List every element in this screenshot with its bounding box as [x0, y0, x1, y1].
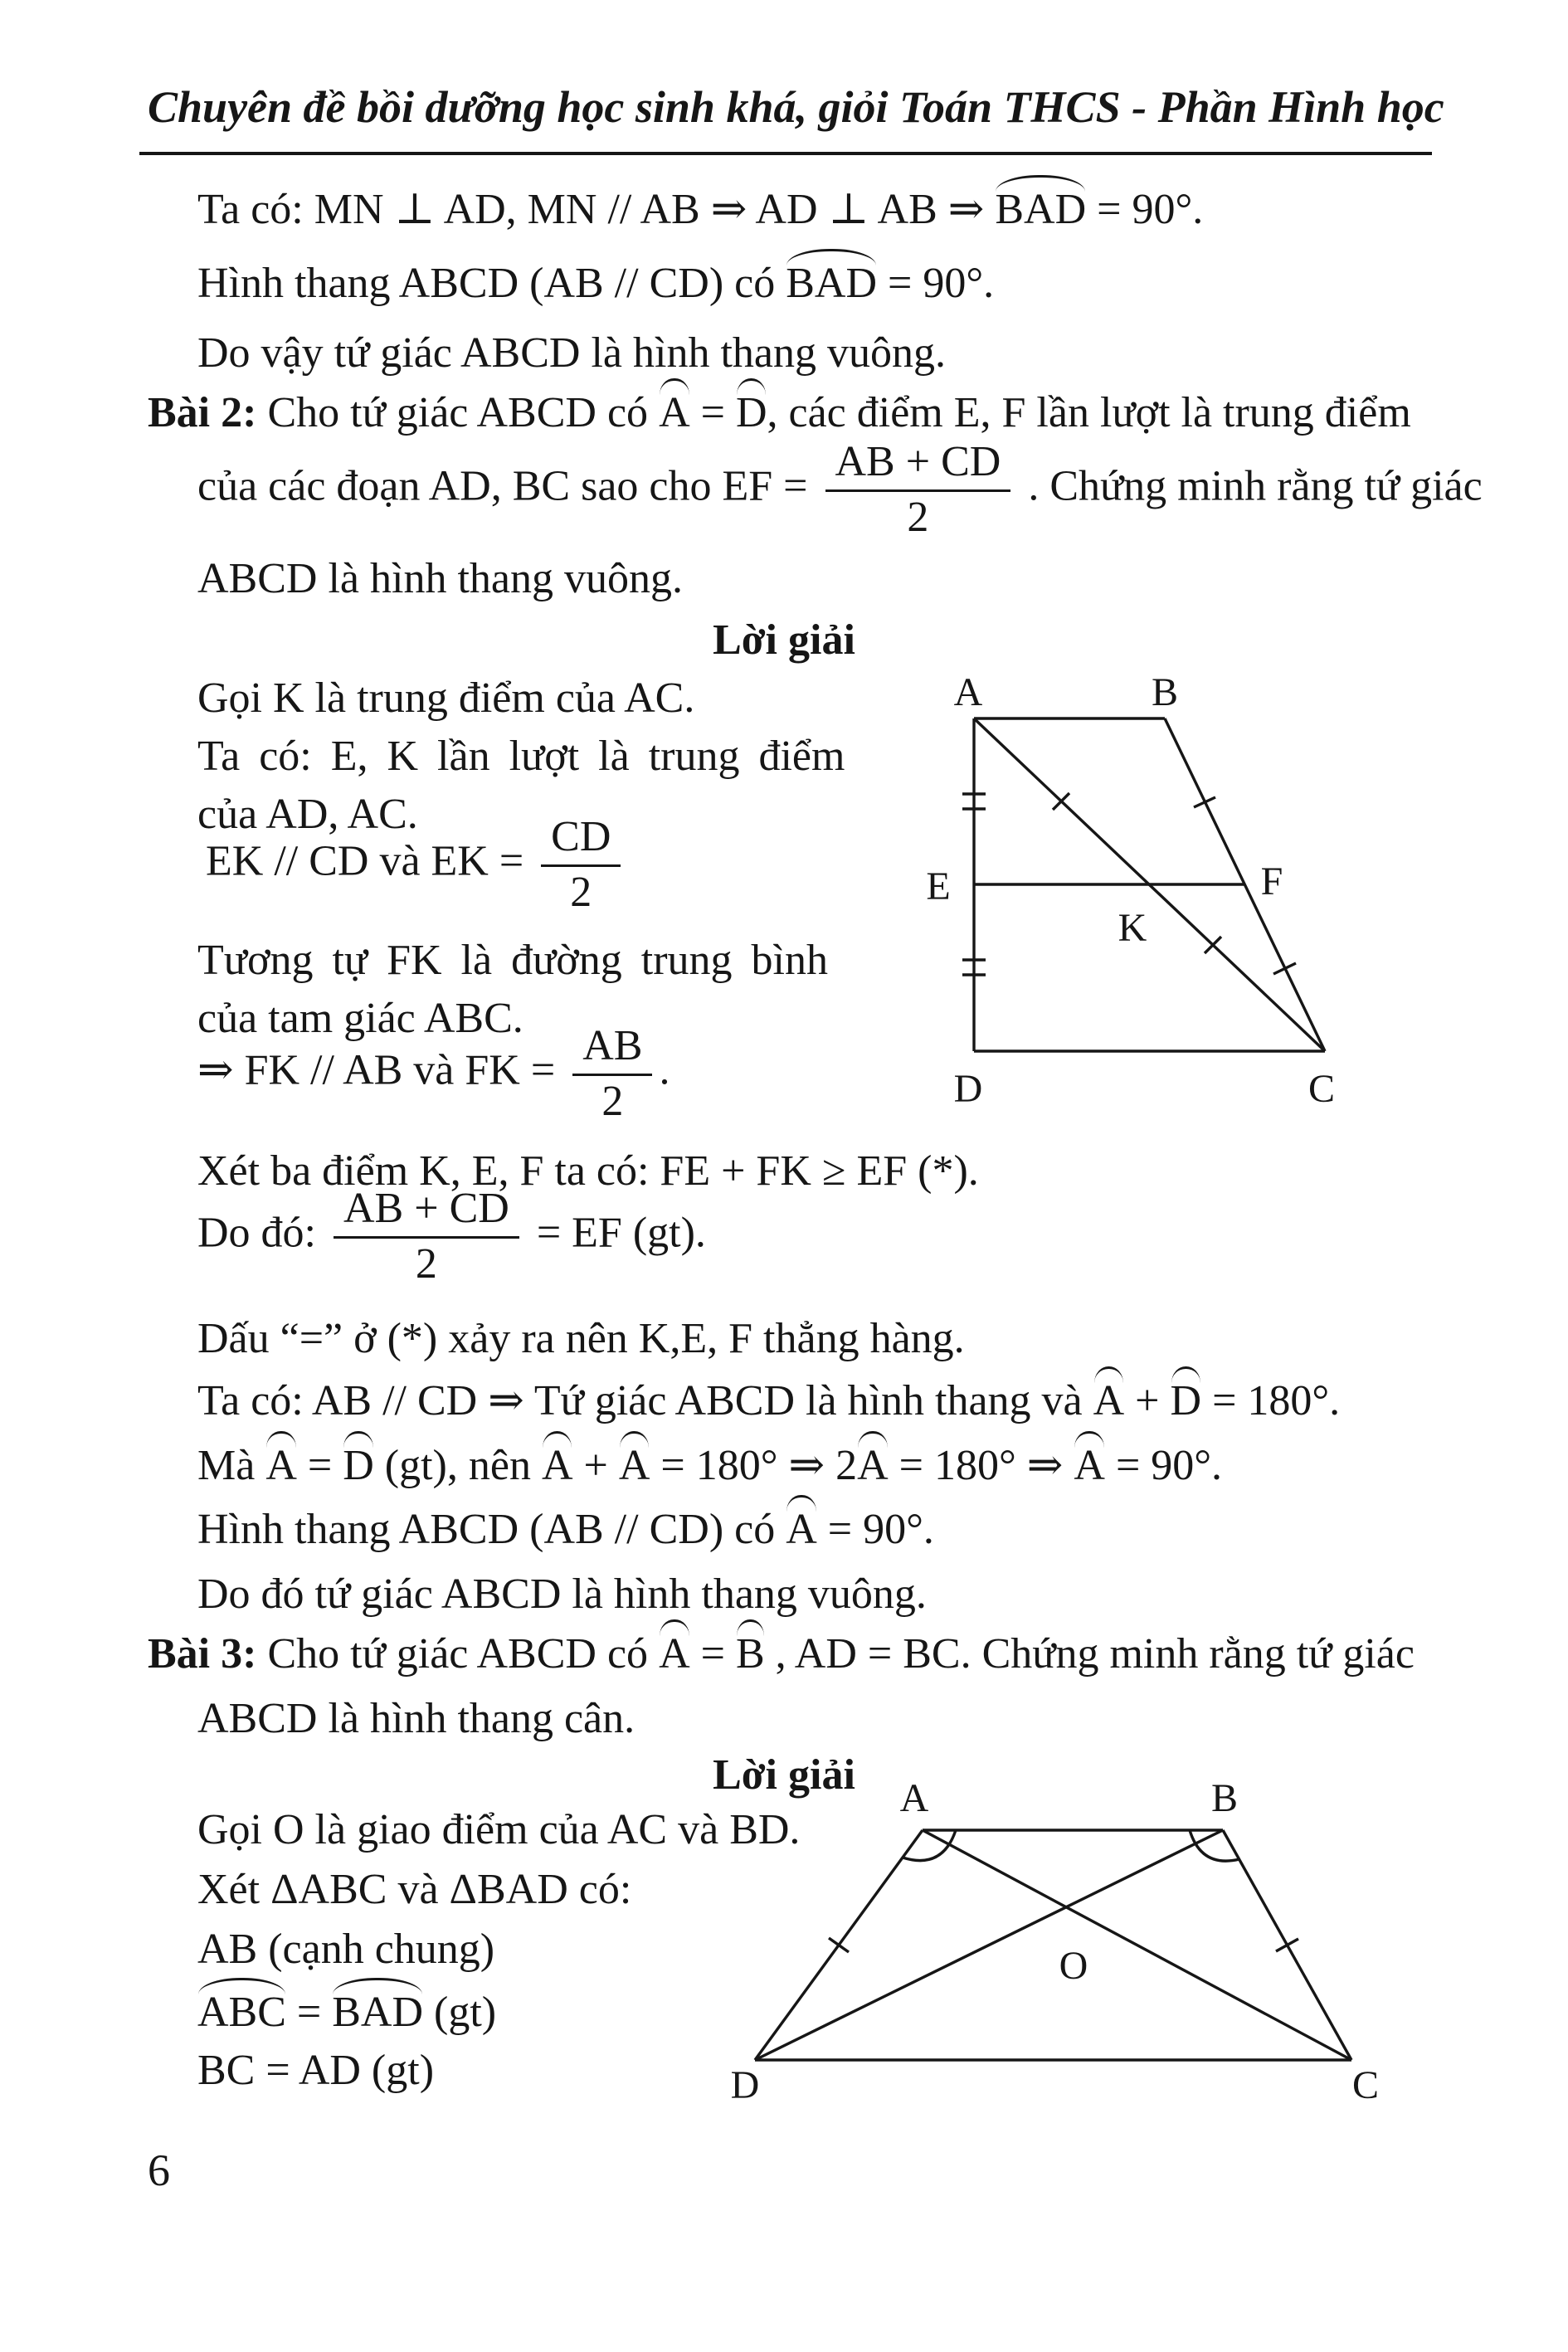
- vertex-label-A: A: [953, 670, 983, 714]
- text-line: [206, 813, 627, 917]
- problem-2-statement-line-1: [148, 388, 1411, 437]
- fraction-denominator: 2: [825, 489, 1011, 542]
- fraction-numerator: AB + CD: [835, 438, 1001, 485]
- text-run: +: [1124, 1377, 1171, 1424]
- text-run: Do đó:: [197, 1209, 327, 1257]
- vertex-label-D: D: [953, 1067, 983, 1111]
- fraction: [825, 438, 1011, 542]
- text-run: , AD = BC. Chứng minh rằng tứ giác: [764, 1630, 1415, 1678]
- header-rule: [139, 152, 1432, 155]
- diagram-trapezoid-efk: [900, 664, 1373, 1137]
- vertex-label-K: K: [1118, 906, 1147, 950]
- problem-label: Bài 2:: [148, 389, 257, 436]
- angle-hat-A: A: [659, 1630, 690, 1678]
- text-line: [197, 259, 994, 308]
- angle-arc-BAD: BAD: [786, 260, 878, 307]
- text-run: = 180°.: [1201, 1377, 1341, 1424]
- text-run: , các điểm E, F lần lượt là trung điểm: [767, 389, 1411, 436]
- text-line: [197, 184, 1203, 234]
- text-line: Gọi O là giao điểm của AC và BD.: [197, 1806, 801, 1853]
- text-run: = 180° ⇒ 2: [650, 1442, 858, 1489]
- vertex-label-B: B: [1210, 1776, 1239, 1820]
- angle-hat-A: A: [1074, 1442, 1105, 1489]
- text-line: Ta có: E, K lần lượt là trung điểm: [197, 733, 845, 780]
- diagram-2-svg: [730, 1771, 1394, 2111]
- diagram-trapezoid-diagonals: [730, 1771, 1394, 2111]
- text-run: của các đoạn AD, BC sao cho EF =: [197, 462, 819, 510]
- text-run: Ta có: AB // CD ⇒ Tứ giác ABCD là hình thang và: [197, 1377, 1093, 1424]
- text-line: [197, 1988, 496, 2037]
- text-line: Xét ba điểm K, E, F ta có: FE + FK ≥ EF (*).: [197, 1147, 979, 1195]
- problem-3-statement-line-1: [148, 1629, 1415, 1678]
- tick-AD: [829, 1938, 849, 1952]
- text-run: =: [285, 1989, 333, 2036]
- text-run: EK // CD và EK =: [206, 837, 535, 885]
- text-run: =: [689, 1630, 736, 1678]
- angle-hat-A: A: [857, 1442, 889, 1489]
- text-run: . Chứng minh rằng tứ giác: [1017, 462, 1483, 510]
- text-run: =: [296, 1442, 343, 1489]
- vertex-label-F: F: [1260, 859, 1283, 903]
- fraction-numerator: AB + CD: [343, 1185, 509, 1232]
- diagram-1-svg: [900, 664, 1373, 1137]
- fraction-denominator: 2: [541, 864, 621, 917]
- fraction-numerator: CD: [551, 813, 611, 860]
- angle-hat-B: B: [735, 1630, 765, 1678]
- text-run: = 90°.: [1104, 1442, 1223, 1489]
- text-run: = 90°.: [816, 1506, 934, 1553]
- text-run: Cho tứ giác ABCD có: [256, 1630, 660, 1678]
- text-run: = EF (gt).: [525, 1209, 706, 1257]
- vertex-label-B: B: [1151, 670, 1179, 714]
- angle-hat-A: A: [786, 1506, 817, 1553]
- text-line: [197, 1505, 934, 1554]
- fraction-denominator: 2: [572, 1074, 652, 1126]
- angle-arc-ABC: ABC: [197, 1989, 286, 2036]
- solution-heading: Lời giải: [713, 616, 855, 664]
- text-line: [197, 1185, 706, 1288]
- page-number: 6: [148, 2145, 170, 2195]
- angle-hat-A: A: [1093, 1377, 1125, 1424]
- vertex-label-A: A: [899, 1776, 929, 1820]
- text-run: Mà: [197, 1442, 266, 1489]
- text-line: AB (cạnh chung): [197, 1926, 495, 1973]
- text-run: = 180° ⇒: [888, 1442, 1074, 1489]
- text-line: [197, 1022, 670, 1126]
- vertex-label-E: E: [926, 864, 951, 908]
- text-run: = 90°.: [877, 260, 995, 307]
- problem-2-statement-line-2: [197, 438, 1483, 542]
- text-line: Gọi K là trung điểm của AC.: [197, 674, 695, 722]
- text-run: =: [689, 389, 736, 436]
- problem-label: Bài 3:: [148, 1630, 257, 1678]
- problem-2-statement-line-3: ABCD là hình thang vuông.: [197, 555, 683, 602]
- angle-hat-A: A: [618, 1442, 650, 1489]
- fraction: [572, 1022, 652, 1126]
- angle-hat-D: D: [1170, 1377, 1202, 1424]
- text-run: = 90°.: [1086, 186, 1204, 233]
- angle-arc-BAD: BAD: [332, 1989, 424, 2036]
- text-run: Hình thang ABCD (AB // CD) có: [197, 260, 786, 307]
- text-line: Xét ΔABC và ΔBAD có:: [197, 1866, 632, 1913]
- text-line: [197, 1376, 1340, 1425]
- text-run: Ta có: MN ⊥ AD, MN // AB ⇒ AD ⊥ AB ⇒: [197, 186, 996, 233]
- angle-hat-D: D: [343, 1442, 374, 1489]
- text-line: Do đó tứ giác ABCD là hình thang vuông.: [197, 1570, 927, 1618]
- problem-3-statement-line-2: ABCD là hình thang cân.: [197, 1695, 635, 1742]
- solution-heading: Lời giải: [713, 1751, 855, 1799]
- text-run: +: [572, 1442, 619, 1489]
- fraction: [334, 1185, 519, 1288]
- vertex-label-C: C: [1307, 1067, 1336, 1111]
- fraction: [541, 813, 621, 917]
- text-line: Tương tự FK là đường trung bình: [197, 937, 828, 984]
- text-line: [197, 1440, 1222, 1490]
- text-line: BC = AD (gt): [197, 2047, 435, 2094]
- angle-arc-BAD: BAD: [995, 186, 1087, 233]
- text-run: (gt), nên: [373, 1442, 542, 1489]
- vertex-label-D: D: [730, 2063, 760, 2107]
- text-run: Cho tứ giác ABCD có: [256, 389, 660, 436]
- fraction-denominator: 2: [334, 1236, 519, 1288]
- text-line: Do vậy tứ giác ABCD là hình thang vuông.: [197, 329, 946, 377]
- text-run: Hình thang ABCD (AB // CD) có: [197, 1506, 786, 1553]
- text-line: Dấu “=” ở (*) xảy ra nên K,E, F thẳng hàng.: [197, 1315, 965, 1362]
- text-run: ⇒ FK // AB và FK =: [197, 1046, 567, 1094]
- tick-BC: [1276, 1939, 1298, 1951]
- angle-hat-A: A: [541, 1442, 573, 1489]
- page-header: Chuyên đề bồi dưỡng học sinh khá, giỏi Toán THCS - Phần Hình học: [148, 82, 1444, 132]
- angle-hat-A: A: [265, 1442, 297, 1489]
- point-label-O: O: [1059, 1944, 1088, 1988]
- fraction-numerator: AB: [582, 1022, 643, 1069]
- angle-hat-D: D: [735, 389, 767, 436]
- angle-hat-A: A: [659, 389, 690, 436]
- text-run: (gt): [423, 1989, 497, 2036]
- vertex-label-C: C: [1351, 2063, 1380, 2107]
- text-line: của AD, AC.: [197, 791, 418, 838]
- text-run: .: [659, 1046, 670, 1094]
- text-line: của tam giác ABC.: [197, 995, 523, 1042]
